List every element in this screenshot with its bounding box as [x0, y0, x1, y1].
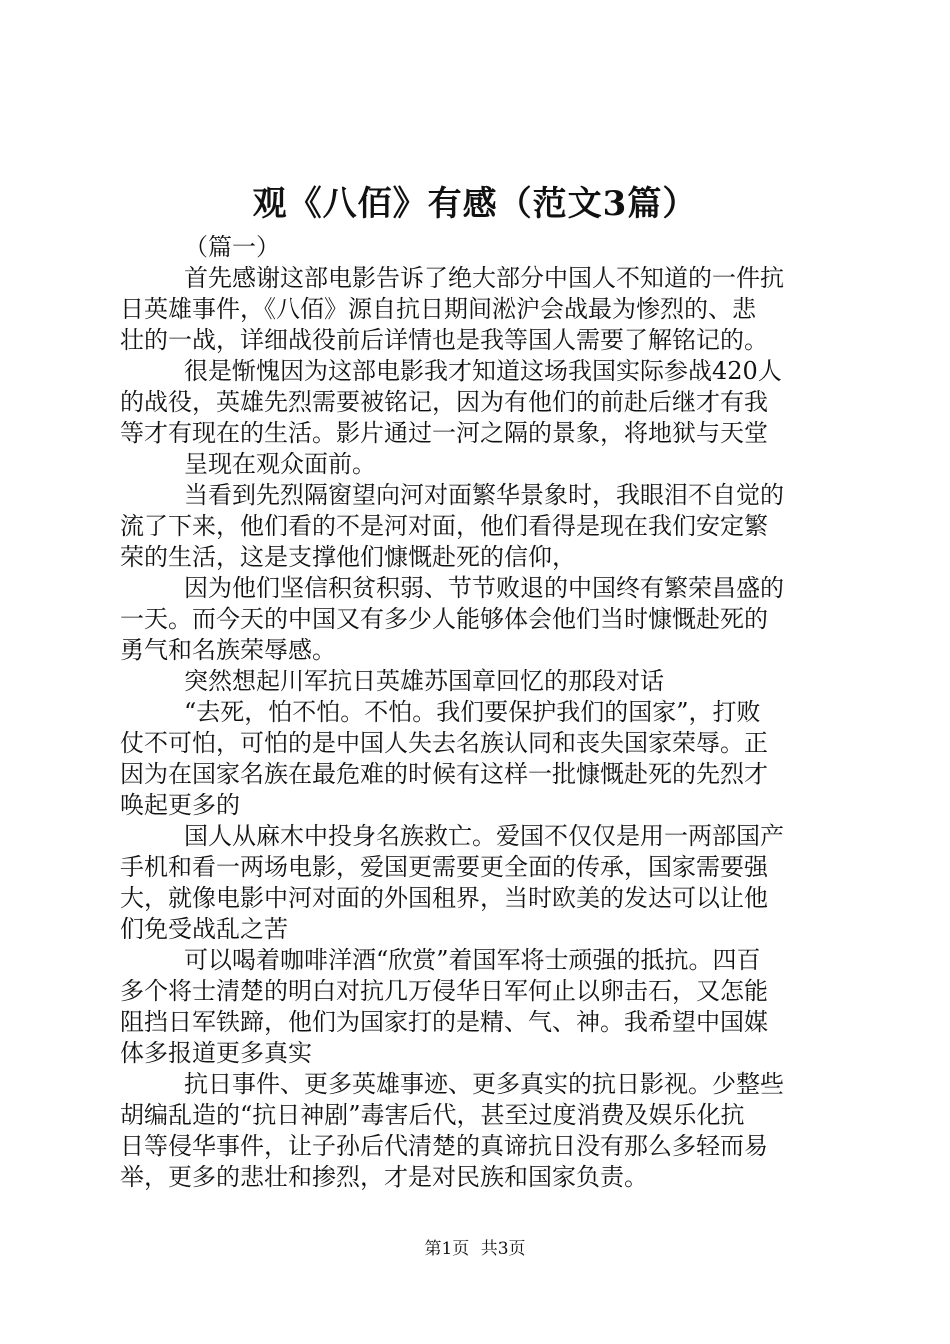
- page-footer: [0, 1237, 950, 1261]
- text-line: 因为在国家名族在最危难的时候有这样一批慷慨赴死的先烈才: [120, 760, 768, 788]
- page-number: 第1页: [424, 1239, 470, 1259]
- text-line: 举，更多的悲壮和掺烈，才是对民族和国家负责。: [120, 1163, 648, 1191]
- text-line: 胡编乱造的“抗日神剧”毒害后代，甚至过度消费及娱乐化抗: [120, 1101, 745, 1129]
- text-line: 首先感谢这部电影告诉了绝大部分中国人不知道的一件抗: [184, 264, 784, 292]
- text-line: 因为他们坚信积贫积弱、节节败退的中国终有繁荣昌盛的: [184, 574, 784, 602]
- text-line: （篇一）: [184, 233, 280, 261]
- text-line: 国人从麻木中投身名族救亡。爱国不仅仅是用一两部国产: [184, 822, 784, 850]
- text-line: 们免受战乱之苦: [120, 915, 288, 943]
- text-line: 手机和看一两场电影，爱国更需要更全面的传承，国家需要强: [120, 853, 768, 881]
- text-line: 阻挡日军铁蹄，他们为国家打的是精、气、神。我希望中国媒: [120, 1008, 768, 1036]
- page-total: 共3页: [480, 1239, 526, 1259]
- text-line: 勇气和名族荣辱感。: [120, 636, 336, 664]
- text-line: 流了下来，他们看的不是河对面，他们看得是现在我们安定繁: [120, 512, 768, 540]
- text-line: 日等侵华事件，让子孙后代清楚的真谛抗日没有那么多轻而易: [120, 1132, 768, 1160]
- text-line: 仗不可怕，可怕的是中国人失去名族认同和丧失国家荣辱。正: [120, 729, 768, 757]
- text-line: 突然想起川军抗日英雄苏国章回忆的那段对话: [184, 667, 664, 695]
- text-line: 的战役，英雄先烈需要被铭记，因为有他们的前赴后继才有我: [120, 388, 768, 416]
- text-line: 大，就像电影中河对面的外国租界，当时欧美的发达可以让他: [120, 884, 768, 912]
- document-title: 观《八佰》有感（范文3篇）: [252, 184, 698, 224]
- text-line: “去死，怕不怕。不怕。我们要保护我们的国家”，打败: [184, 698, 761, 726]
- text-line: 很是惭愧因为这部电影我才知道这场我国实际参战420人: [184, 357, 782, 385]
- text-line: 日英雄事件，《八佰》源自抗日期间淞沪会战最为惨烈的、悲: [120, 295, 756, 323]
- text-line: 体多报道更多真实: [120, 1039, 312, 1067]
- text-line: 当看到先烈隔窗望向河对面繁华景象时，我眼泪不自觉的: [184, 481, 784, 509]
- text-line: 等才有现在的生活。影片通过一河之隔的景象，将地狱与天堂: [120, 419, 768, 447]
- document-body: [120, 232, 832, 1193]
- text-line: 一天。而今天的中国又有多少人能够体会他们当时慷慨赴死的: [120, 605, 768, 633]
- text-line: 抗日事件、更多英雄事迹、更多真实的抗日影视。少整些: [184, 1070, 784, 1098]
- text-line: 可以喝着咖啡洋酒“欣赏”着国军将士顽强的抵抗。四百: [184, 946, 761, 974]
- text-line: 多个将士清楚的明白对抗几万侵华日军何止以卵击石，又怎能: [120, 977, 768, 1005]
- text-line: 壮的一战，详细战役前后详情也是我等国人需要了解铭记的。: [120, 326, 768, 354]
- text-line: 唤起更多的: [120, 791, 240, 819]
- text-line: 呈现在观众面前。: [184, 450, 376, 478]
- text-line: 荣的生活，这是支撑他们慷慨赴死的信仰，: [120, 543, 576, 571]
